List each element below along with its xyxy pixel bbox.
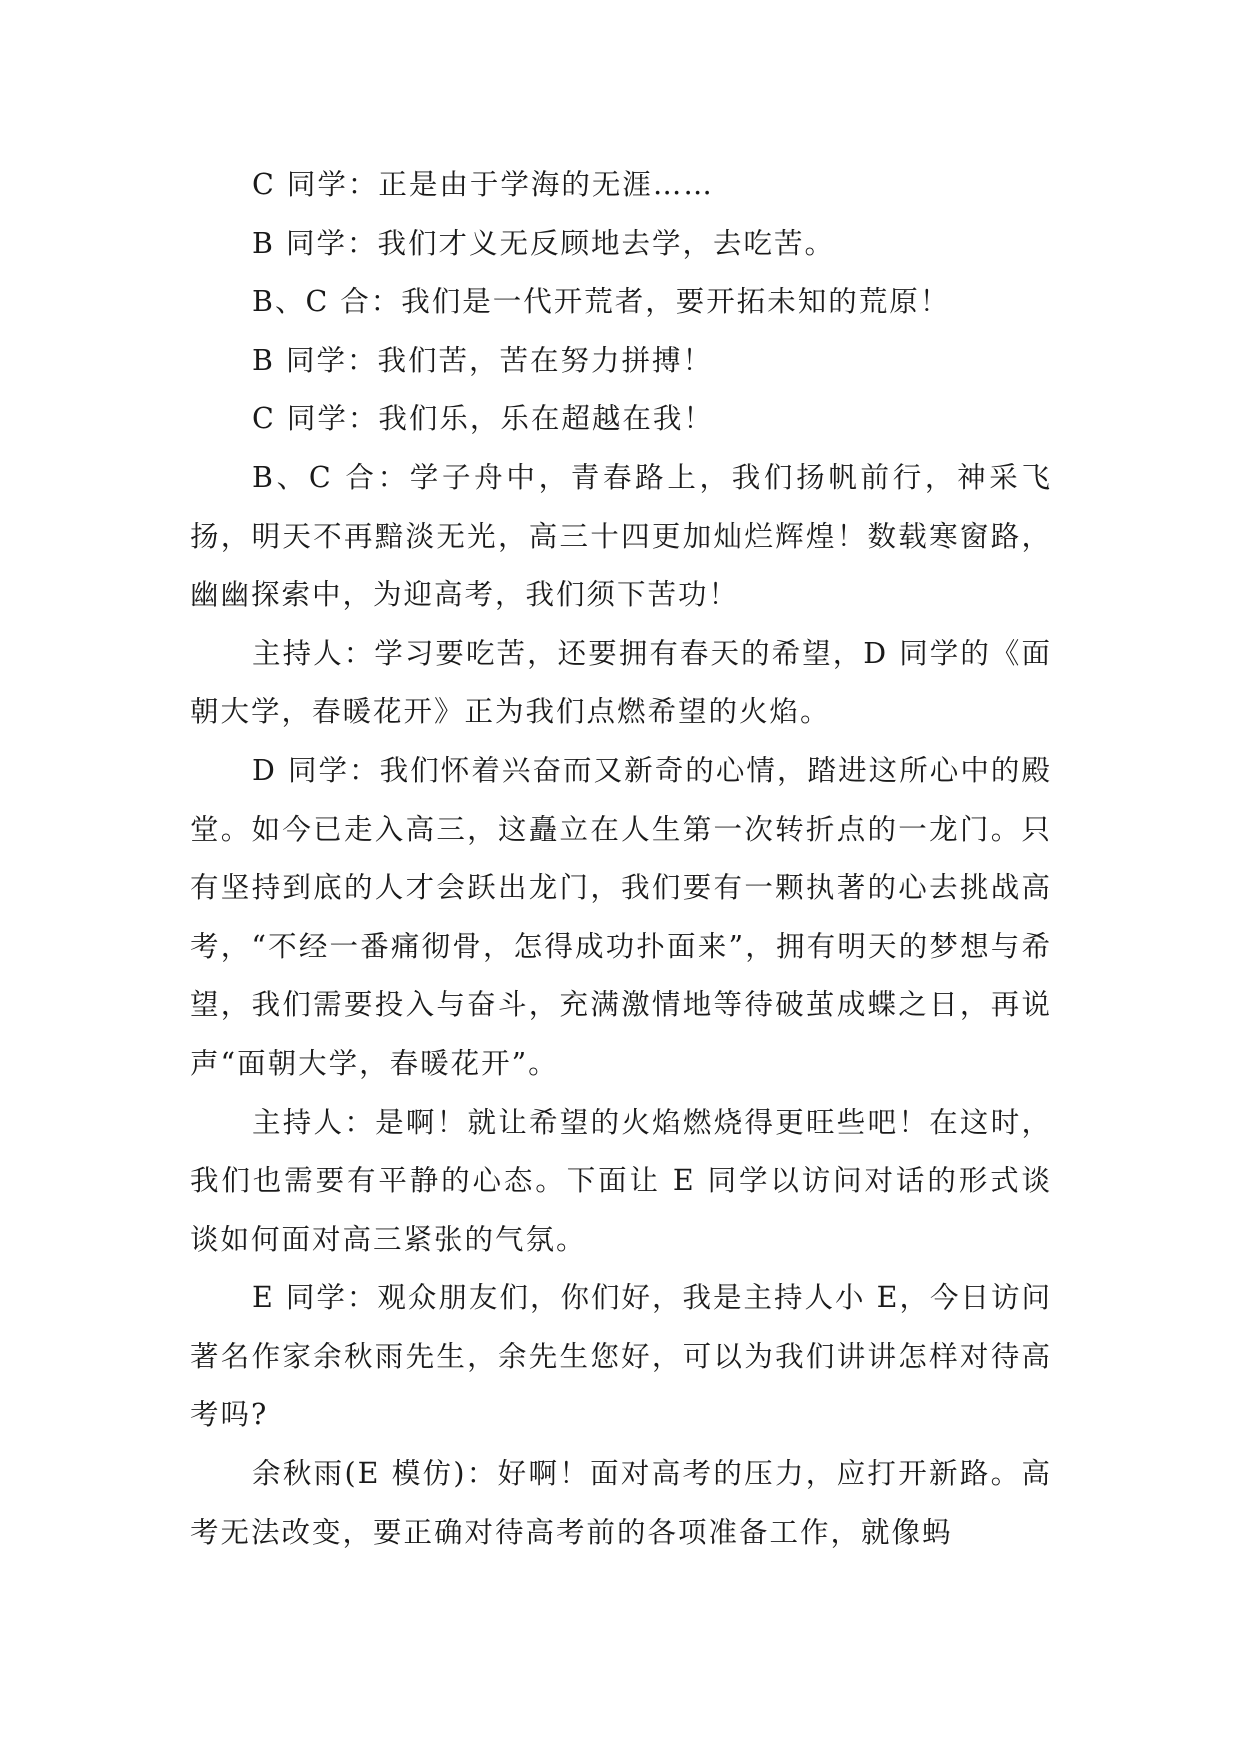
paragraph: D 同学：我们怀着兴奋而又新奇的心情，踏进这所心中的殿堂。如今已走入高三，这矗立在人生第一次转折点的一龙门。只有坚持到底的人才会跃出龙门，我们要有一颗执著的心去挑战高考，“不经一番痛彻骨，怎得成功扑面来”，拥有明天的梦想与希望，我们需要投入与奋斗，充满激情地等待破茧成蝶之日，再说声“面朝大学，春暖花开”。 <box>190 753 1052 1080</box>
paragraph: 余秋雨(E 模仿)：好啊！面对高考的压力，应打开新路。高考无法改变，要正确对待高考前的各项准备工作，就像蚂 <box>190 1457 1052 1549</box>
paragraph: B 同学：我们才义无反顾地去学，去吃苦。 <box>252 226 836 260</box>
paragraph: B、C 合：学子舟中，青春路上，我们扬帆前行，神采飞扬，明天不再黯淡无光，高三十四更加灿烂辉煌！数载寒窗路，幽幽探索中，为迎高考，我们须下苦功！ <box>190 460 1052 612</box>
document-body <box>190 156 1052 1562</box>
paragraph: C 同学：我们乐，乐在超越在我！ <box>252 402 714 436</box>
paragraph: B、C 合：我们是一代开荒者，要开拓未知的荒原！ <box>252 285 951 319</box>
paragraph: 主持人：学习要吃苦，还要拥有春天的希望，D 同学的《面朝大学，春暖花开》正为我们点燃希望的火焰。 <box>190 636 1052 729</box>
paragraph: B 同学：我们苦，苦在努力拼搏！ <box>252 343 714 377</box>
paragraph: 主持人：是啊！就让希望的火焰燃烧得更旺些吧！在这时，我们也需要有平静的心态。下面让 E 同学以访问对话的形式谈谈如何面对高三紧张的气氛。 <box>190 1105 1052 1256</box>
paragraph: E 同学：观众朋友们，你们好，我是主持人小 E，今日访问著名作家余秋雨先生，余先生您好，可以为我们讲讲怎样对待高考吗? <box>190 1281 1052 1432</box>
paragraph: C 同学：正是由于学海的无涯…… <box>252 168 714 201</box>
